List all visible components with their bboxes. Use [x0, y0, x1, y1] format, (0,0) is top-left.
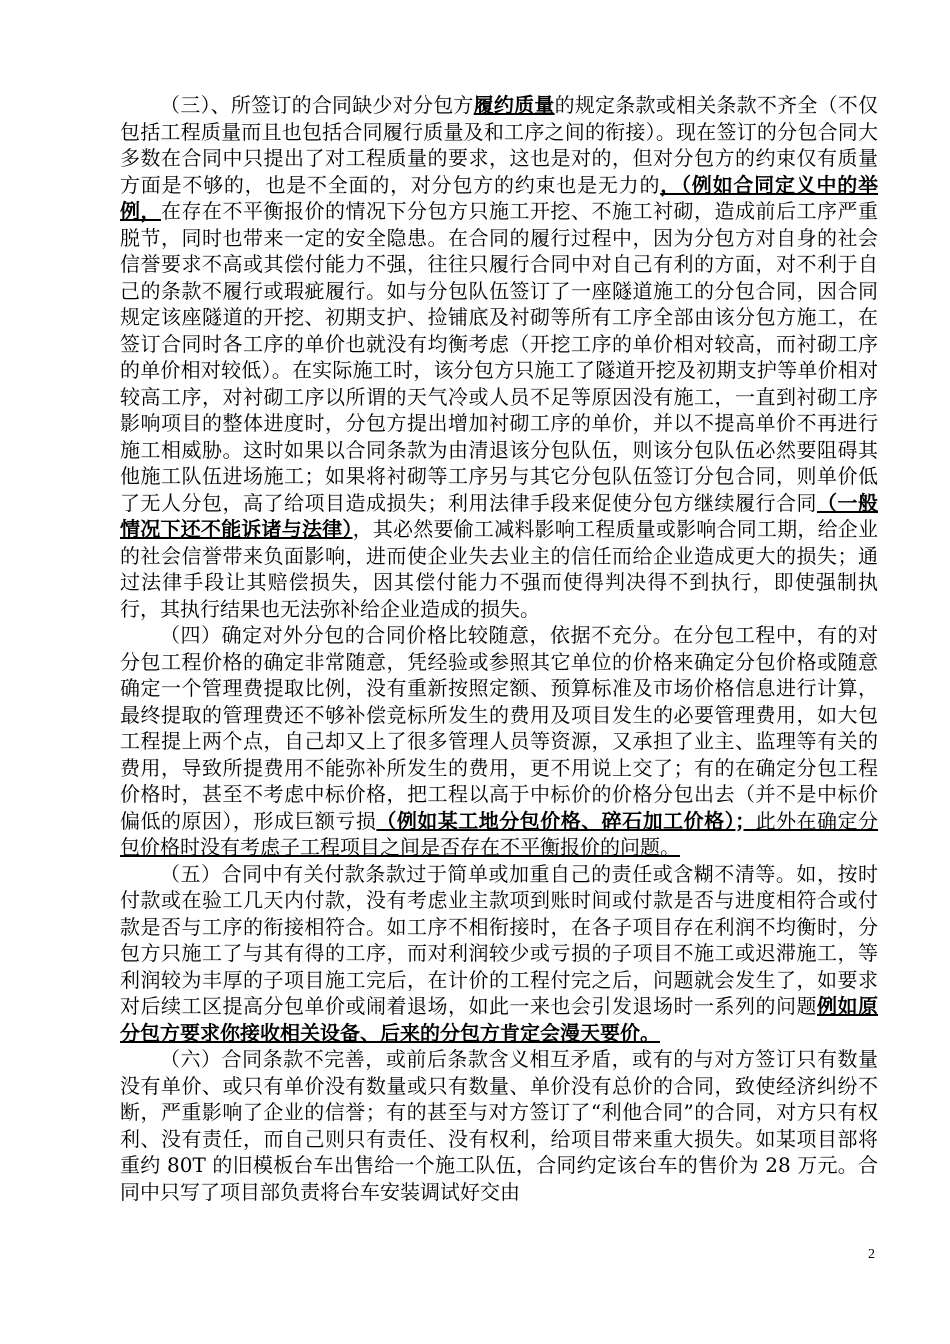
text-run: （四）确定对外分包的合同价格比较随意，依据不充分。在分包工程中，有的对分包工程价格的确定非常随意，凭经验或参照其它单位的价格来确定分包价格或随意确定一个管理费提取比例，没有重新按照定额、预算标准及市场价格信息进行计算，最终提取的管理费还不够补偿竞标所发生的费用及项目发生的必要管理费用，如大包工程提上两个点，自己却又上了很多管理人员等资源，又承担了业主、监理等有关的费用，导致所提费用不能弥补所发生的费用，更不用说上交了；有的在确定分包工程价格时，甚至不考虑中标价格，把工程以高于中标价的价格分包出去（并不是中标价偏低的原因），形成巨额亏损	[120, 623, 878, 833]
paragraph	[120, 92, 878, 622]
text-run: ，其必然要偷工减料影响工程质量或影响合同工期，给企业的社会信誉带来负面影响，进而使企业失去业主的信任而给企业造成更大的损失；通过法律手段让其赔偿损失，因其偿付能力不强而使得判决得不到执行，即使强制执行，其执行结果也无法弥补给企业造成的损失。	[120, 517, 879, 621]
text-run: 履约质量	[473, 93, 555, 117]
text-run: 例如原分包方要求你接收相关设备、后来的分包方肯定会漫天要价。	[120, 994, 878, 1045]
paragraph	[120, 861, 878, 1047]
text-run: ，（例如合同定义中的举例，	[120, 172, 879, 223]
text-run: （六）合同条款不完善，或前后条款含义相互矛盾，或有的与对方签订只有数量没有单价、或只有单价没有数量或只有数量、单价没有总价的合同，致使经济纠纷不断，严重影响了企业的信誉；有的甚至与对方签订了“利他合同”的合同，对方只有权利、没有责任，而自己则只有责任、没有权利，给项目带来重大损失。如某项目部将重约 80T 的旧模板台车出售给一个施工队伍，合同约定该台车的售价为 28 万元。合同中只写了项目部负责将台车安装调试好交由	[120, 1047, 878, 1204]
paragraph	[120, 1046, 878, 1205]
page-number: 2	[868, 1247, 875, 1262]
text-run: 在存在不平衡报价的情况下分包方只施工开挖、不施工衬砌，造成前后工序严重脱节，同时也带来一定的安全隐患。在合同的履行过程中，因为分包方对自身的社会信誉要求不高或其偿付能力不强，往往只履行合同中对自己有利的方面，对不利于自己的条款不履行或瑕疵履行。如与分包队伍签订了一座隧道施工的分包合同，因合同规定该座隧道的开挖、初期支护、捡铺底及衬砌等所有工序全部由该分包方施工，在签订合同时各工序的单价也就没有均衡考虑（开挖工序的单价相对较高，而衬砌工序的单价相对较低）。在实际施工时，该分包方只施工了隧道开挖及初期支护等单价相对较高工序，对衬砌工序以所谓的天气冷或人员不足等原因没有施工，一直到衬砌工序影响项目的整体进度时，分包方提出增加衬砌工序的单价，并以不提高单价不再进行施工相威胁。这时如果以合同条款为由清退该分包队伍，则该分包队伍必然要阻碍其他施工队伍进场施工；如果将衬砌等工序另与其它分包队伍签订分包合同，则单价低了无人分包，高了给项目造成损失；利用法律手段来促使分包方继续履行合同	[120, 199, 878, 515]
text-run: （例如某工地分包价格、碎石加工价格）；	[376, 808, 756, 833]
paragraph	[120, 622, 878, 861]
text-run: （五）合同中有关付款条款过于简单或加重自己的责任或含糊不清等。如，按时付款或在验工几天内付款，没有考虑业主款项到账时间或付款是否与进度相符合或付款是否与工序的衔接相符合。如工序不相衔接时，在各子项目存在利润不均衡时，分包方只施工了与其有得的工序，而对利润较少或亏损的子项目不施工或迟滞施工，等利润较为丰厚的子项目施工完后，在计价的工程付完之后，问题就会发生了，如要求对后续工区提高分包单价或闹着退场，如此一来也会引发退场时一系列的问题	[120, 861, 878, 1018]
text-run: 此外在确定分包价格时没有考虑子工程项目之间是否存在不平衡报价的问题。	[120, 808, 879, 859]
text-run: （一般情况下还不能诉诸与法律）	[120, 490, 878, 541]
body-text	[120, 92, 878, 1205]
text-run: 的规定条款或相关条款不齐全（不仅包括工程质量而且也包括合同履行质量及和工序之间的衔接）。现在签订的分包合同大多数在合同中只提出了对工程质量的要求，这也是对的，但对分包方的约束仅有质量方面是不够的，也是不全面的，对分包方的约束也是无力的	[120, 93, 879, 197]
text-run: （三）、所签订的合同缺少对分包方	[160, 93, 474, 117]
